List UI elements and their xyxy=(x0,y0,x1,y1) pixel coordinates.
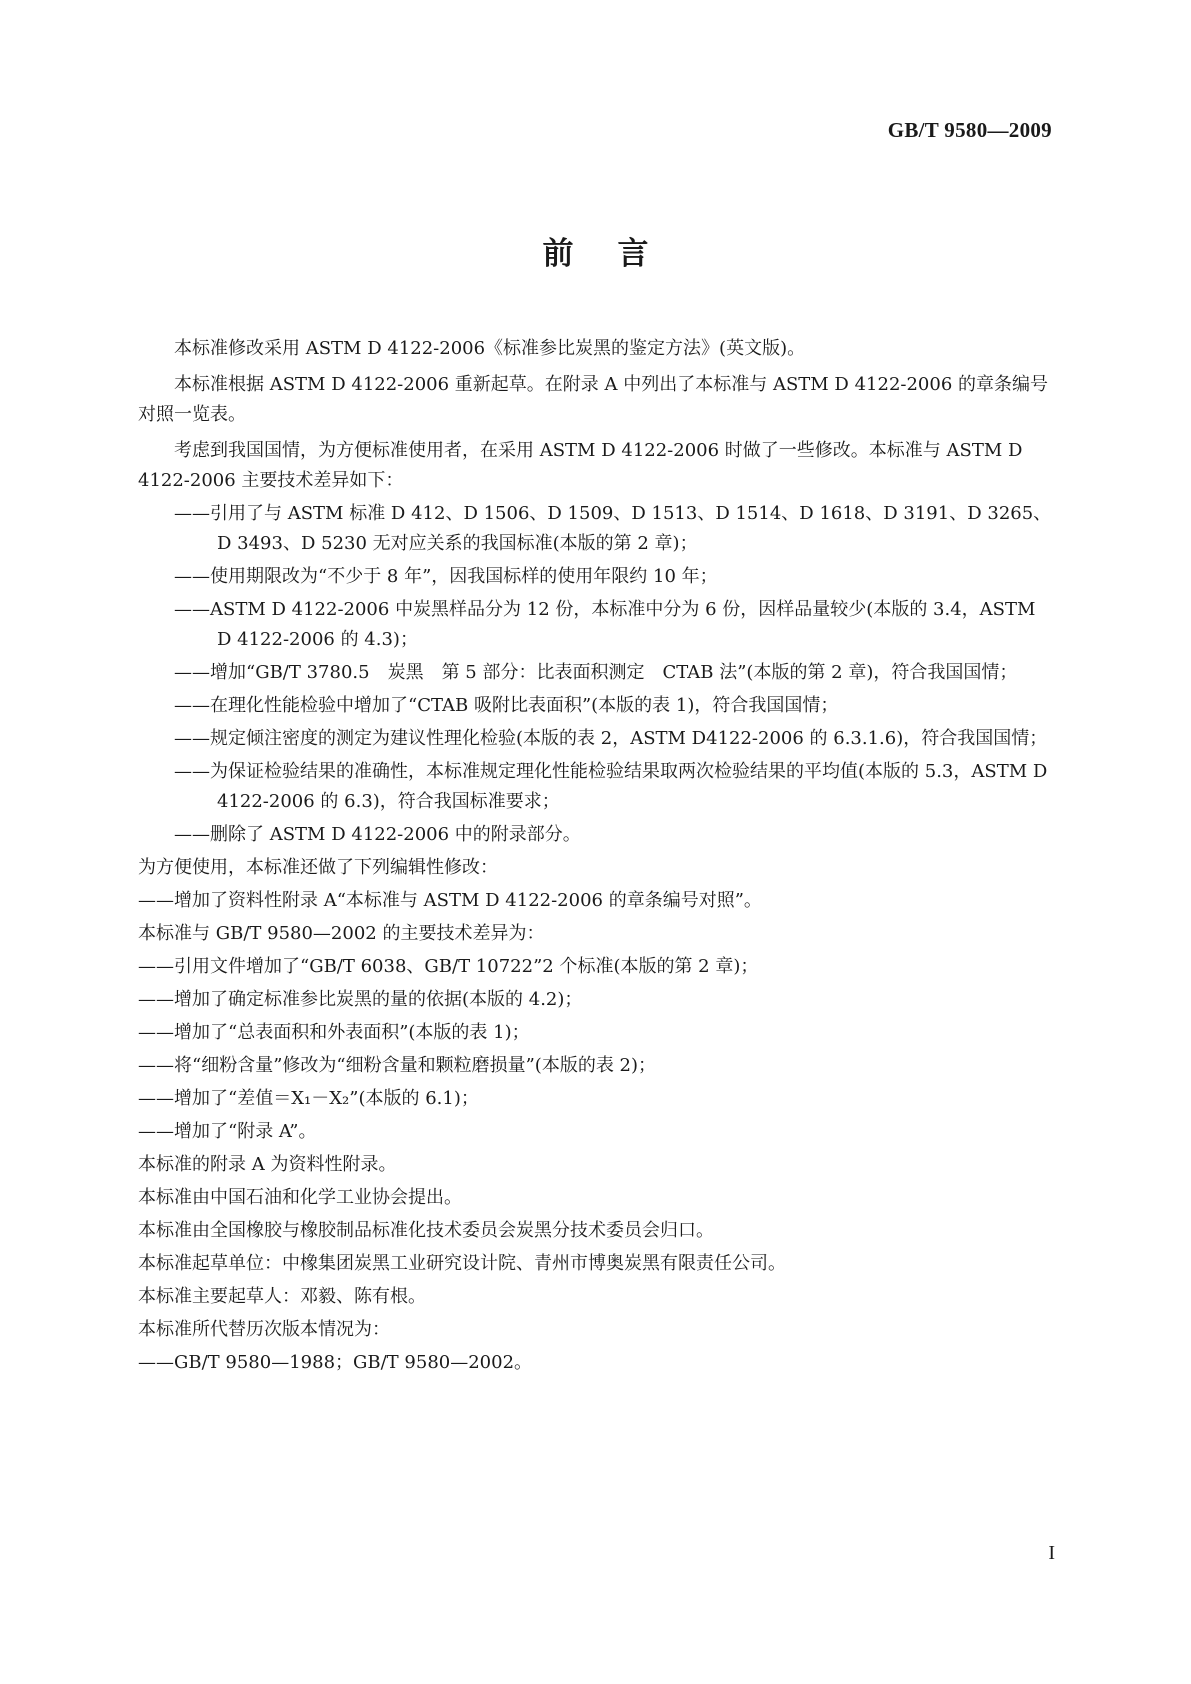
paragraph: 本标准起草单位：中橡集团炭黑工业研究设计院、青州市博奥炭黑有限责任公司。 xyxy=(138,1253,786,1274)
paragraph: 本标准由全国橡胶与橡胶制品标准化技术委员会炭黑分技术委员会归口。 xyxy=(138,1220,714,1241)
document-code: GB/T 9580—2009 xyxy=(887,118,1052,142)
paragraph: 本标准所代替历次版本情况为： xyxy=(138,1319,390,1340)
list-item: ——引用文件增加了“GB/T 6038、GB/T 10722”2 个标准(本版的第 2 章)； xyxy=(138,956,759,977)
list-item: ——增加“GB/T 3780.5 炭黑 第 5 部分：比表面积测定 CTAB 法”(本版的第 2 章)，符合我国国情； xyxy=(174,662,1018,683)
list-item: ——删除了 ASTM D 4122-2006 中的附录部分。 xyxy=(174,824,581,845)
list-item: ——增加了“差值＝X₁－X₂”(本版的 6.1)； xyxy=(138,1088,479,1109)
list-item: ——为保证检验结果的准确性，本标准规定理化性能检验结果取两次检验结果的平均值(本版的 5.3，ASTM D 4122-2006 的 6.3)，符合我国标准要求； xyxy=(174,761,1048,812)
list-item: ——引用了与 ASTM 标准 D 412、D 1506、D 1509、D 1513、D 1514、D 1618、D 3191、D 3265、D 3493、D 5230 无对应关系的我国标准(本版的第 2 章)； xyxy=(174,503,1052,554)
paragraph: 为方便使用，本标准还做了下列编辑性修改： xyxy=(138,857,498,878)
list-item: ——在理化性能检验中增加了“CTAB 吸附比表面积”(本版的表 1)，符合我国国情； xyxy=(174,695,839,716)
page-title: 前言 xyxy=(542,236,693,272)
paragraph: 考虑到我国国情，为方便标准使用者，在采用 ASTM D 4122-2006 时做了一些修改。本标准与 ASTM D 4122-2006 主要技术差异如下： xyxy=(138,440,1023,491)
paragraph: 本标准由中国石油和化学工业协会提出。 xyxy=(138,1187,462,1208)
list-item: ——ASTM D 4122-2006 中炭黑样品分为 12 份，本标准中分为 6 份，因样品量较少(本版的 3.4，ASTM D 4122-2006 的 4.3)； xyxy=(174,599,1036,650)
paragraph: 本标准与 GB/T 9580—2002 的主要技术差异为： xyxy=(138,923,545,944)
list-item: ——增加了资料性附录 A“本标准与 ASTM D 4122-2006 的章条编号对照”。 xyxy=(138,890,762,911)
page-number: I xyxy=(1048,1542,1055,1564)
list-item: ——将“细粉含量”修改为“细粉含量和颗粒磨损量”(本版的表 2)； xyxy=(138,1055,657,1076)
list-item: ——增加了“总表面积和外表面积”(本版的表 1)； xyxy=(138,1022,530,1043)
paragraph: 本标准的附录 A 为资料性附录。 xyxy=(138,1154,397,1175)
list-item: ——增加了“附录 A”。 xyxy=(138,1121,317,1142)
list-item: ——规定倾注密度的测定为建议性理化检验(本版的表 2，ASTM D4122-2006 的 6.3.1.6)，符合我国国情； xyxy=(174,728,1048,749)
paragraph: 本标准主要起草人：邓毅、陈有根。 xyxy=(138,1286,426,1307)
paragraph: 本标准修改采用 ASTM D 4122-2006《标准参比炭黑的鉴定方法》(英文版)。 xyxy=(174,338,806,359)
foreword-body xyxy=(138,328,1052,1378)
list-item: ——使用期限改为“不少于 8 年”，因我国标样的使用年限约 10 年； xyxy=(174,566,718,587)
list-item: ——增加了确定标准参比炭黑的量的依据(本版的 4.2)； xyxy=(138,989,583,1010)
list-item: ——GB/T 9580—1988；GB/T 9580—2002。 xyxy=(138,1352,533,1373)
paragraph: 本标准根据 ASTM D 4122-2006 重新起草。在附录 A 中列出了本标准与 ASTM D 4122-2006 的章条编号对照一览表。 xyxy=(138,374,1049,425)
